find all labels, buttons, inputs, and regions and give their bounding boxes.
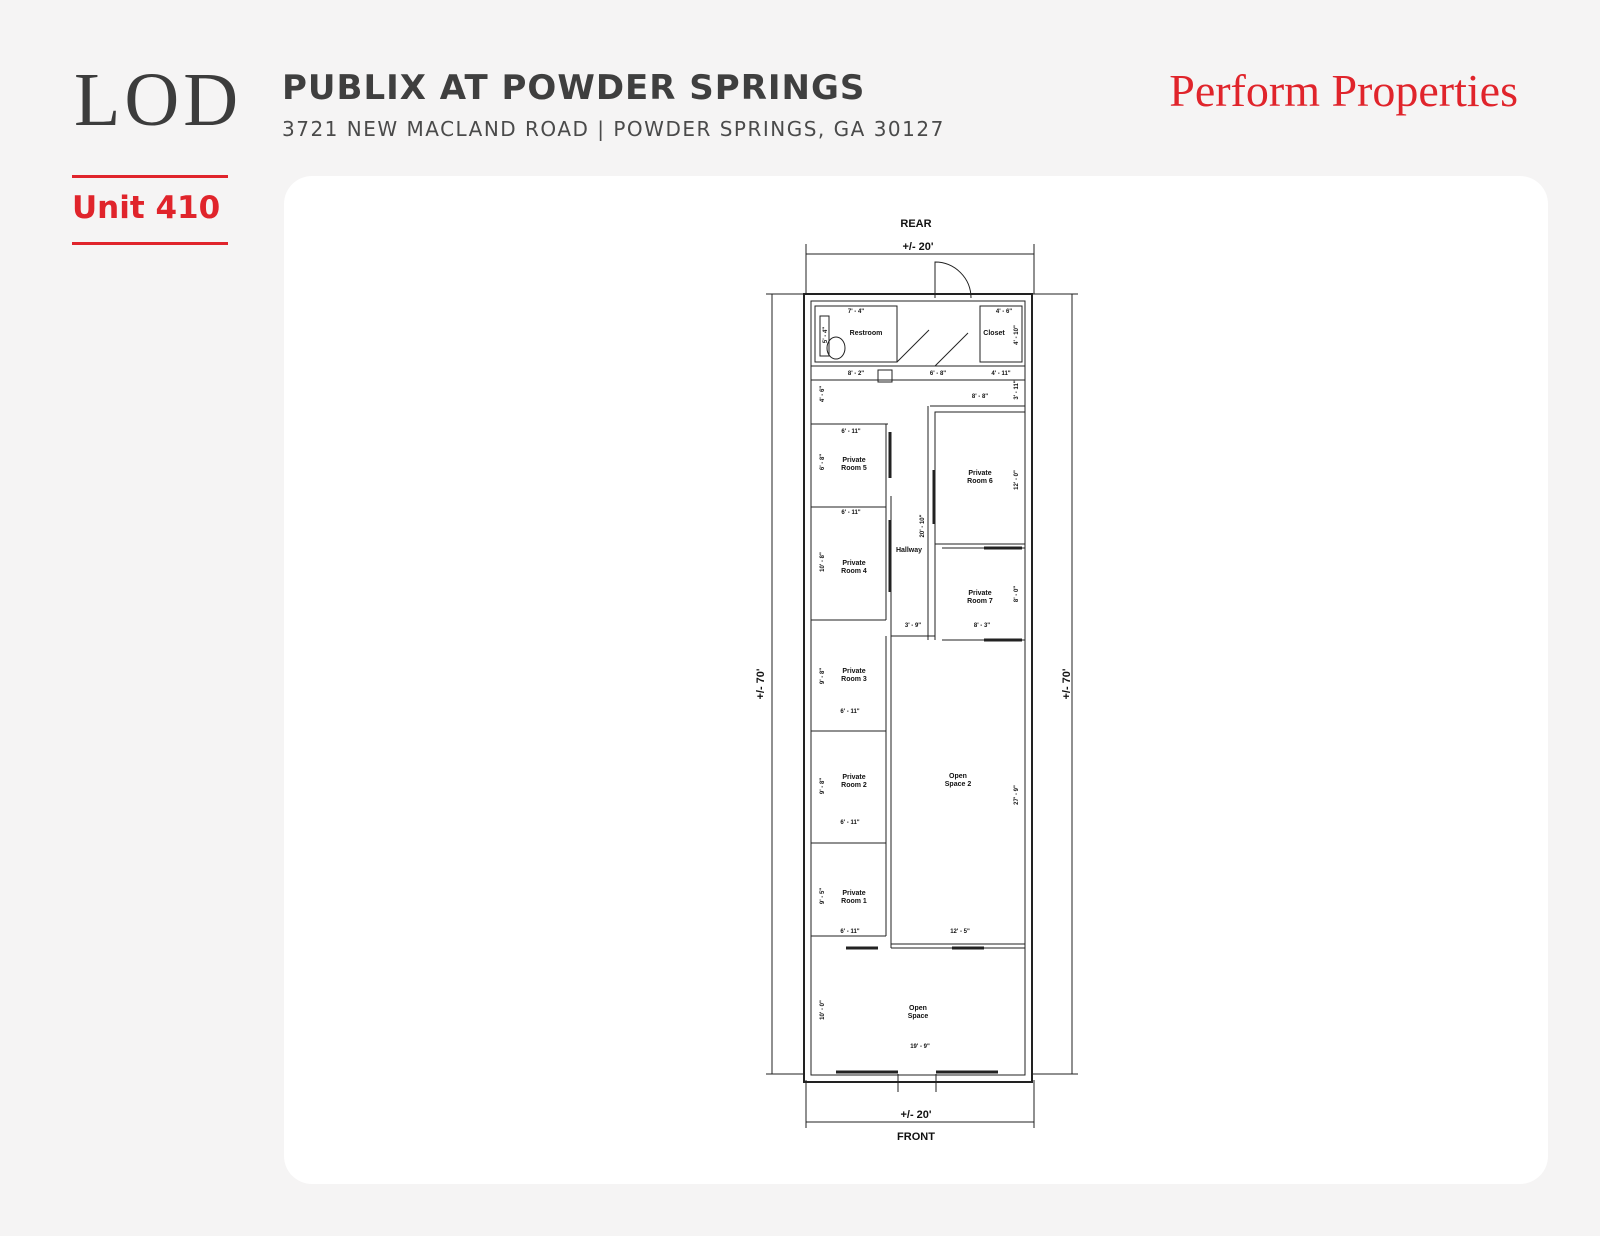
- dim-room-4-depth: 10' - 8": [820, 552, 826, 572]
- bottom-width-label: +/- 20': [900, 1109, 932, 1121]
- dim-corridor-depth-right: 3' - 11": [1014, 380, 1020, 400]
- dim-room-7-depth: 8' - 0": [1014, 585, 1020, 603]
- floor-plan: [284, 176, 1548, 1184]
- dim-open-space-2-depth: 27' - 9": [1014, 785, 1020, 805]
- open-space-label-line1: Open: [909, 1005, 927, 1012]
- dim-corridor-mid: 6' - 8": [929, 371, 947, 377]
- property-address: 3721 NEW MACLAND ROAD | POWDER SPRINGS, GA 30127: [282, 117, 945, 141]
- dim-room-4-width: 6' - 11": [841, 510, 861, 516]
- perform-properties-logo: Perform Properties: [1169, 65, 1518, 116]
- dim-room-3-width: 6' - 11": [840, 709, 860, 715]
- private-room-1-label-line1: Private: [842, 890, 866, 897]
- dim-room-2-width: 6' - 11": [840, 820, 860, 826]
- private-room-1-label-line2: Room 1: [841, 898, 867, 905]
- private-room-5-label-line1: Private: [842, 457, 866, 464]
- dim-room-5-width: 6' - 11": [841, 429, 861, 435]
- dim-room-6-width: 8' - 8": [971, 394, 989, 400]
- private-room-2-label-line2: Room 2: [841, 782, 867, 789]
- private-room-7-label-line1: Private: [968, 590, 992, 597]
- dim-restroom-depth: 5' - 4": [823, 326, 829, 344]
- floor-plan-panel: [284, 176, 1548, 1184]
- private-room-7-label-line2: Room 7: [967, 598, 993, 605]
- left-length-label: +/- 70': [755, 668, 767, 700]
- rear-label: REAR: [900, 218, 932, 230]
- front-label: FRONT: [897, 1131, 935, 1143]
- open-space-2-label-line2: Space 2: [944, 781, 972, 788]
- private-room-4-label-line1: Private: [842, 560, 866, 567]
- hallway-label: Hallway: [895, 547, 923, 554]
- property-title: PUBLIX AT POWDER SPRINGS: [282, 68, 866, 108]
- dim-corridor-depth-left: 4' - 6": [820, 385, 826, 403]
- open-space-label-line2: Space: [907, 1013, 929, 1020]
- closet-label: Closet: [983, 330, 1005, 337]
- dim-corridor-right: 4' - 11": [991, 371, 1011, 377]
- dim-room-5-depth: 6' - 8": [820, 453, 826, 471]
- lod-logo: LOD: [74, 58, 243, 142]
- private-room-4-label-line2: Room 4: [841, 568, 867, 575]
- open-space-2-label-line1: Open: [949, 773, 967, 780]
- private-room-2-label-line1: Private: [842, 774, 866, 781]
- exterior-wall-inner: [811, 301, 1025, 1075]
- dim-open-space-width: 19' - 9": [910, 1044, 930, 1050]
- dim-room-1-depth: 9' - 5": [820, 887, 826, 905]
- restroom-door: [897, 330, 929, 362]
- restroom-label: Restroom: [849, 330, 883, 337]
- dim-open-space-depth: 10' - 0": [820, 1000, 826, 1020]
- rear-door-swing: [935, 262, 971, 298]
- top-width-label: +/- 20': [902, 241, 934, 253]
- dim-room-3-depth: 9' - 8": [820, 667, 826, 685]
- unit-label: Unit 410: [72, 190, 221, 226]
- dim-closet-width: 4' - 6": [995, 309, 1013, 315]
- dim-closet-depth: 4' - 10": [1014, 325, 1020, 345]
- dim-room-2-depth: 9' - 8": [820, 777, 826, 795]
- dim-room-1-width: 6' - 11": [840, 929, 860, 935]
- dim-restroom-width: 7' - 4": [847, 309, 865, 315]
- dim-hallway-length: 20' - 10": [920, 514, 926, 538]
- private-room-6-label-line1: Private: [968, 470, 992, 477]
- dim-room-7-width: 8' - 3": [973, 623, 991, 629]
- dim-hallway-width: 3' - 9": [904, 623, 922, 629]
- private-room-3-label-line1: Private: [842, 668, 866, 675]
- unit-badge: [72, 175, 228, 245]
- dim-room-6-depth: 12' - 0": [1014, 470, 1020, 490]
- private-room-5-label-line2: Room 5: [841, 465, 867, 472]
- private-room-6-label-line2: Room 6: [967, 478, 993, 485]
- private-room-3-label-line2: Room 3: [841, 676, 867, 683]
- closet-door: [935, 333, 968, 366]
- right-length-label: +/- 70': [1061, 668, 1073, 700]
- dim-open-space-2-width: 12' - 5": [950, 929, 970, 935]
- toilet-fixture: [827, 337, 845, 359]
- dim-corridor-left: 8' - 2": [847, 371, 865, 377]
